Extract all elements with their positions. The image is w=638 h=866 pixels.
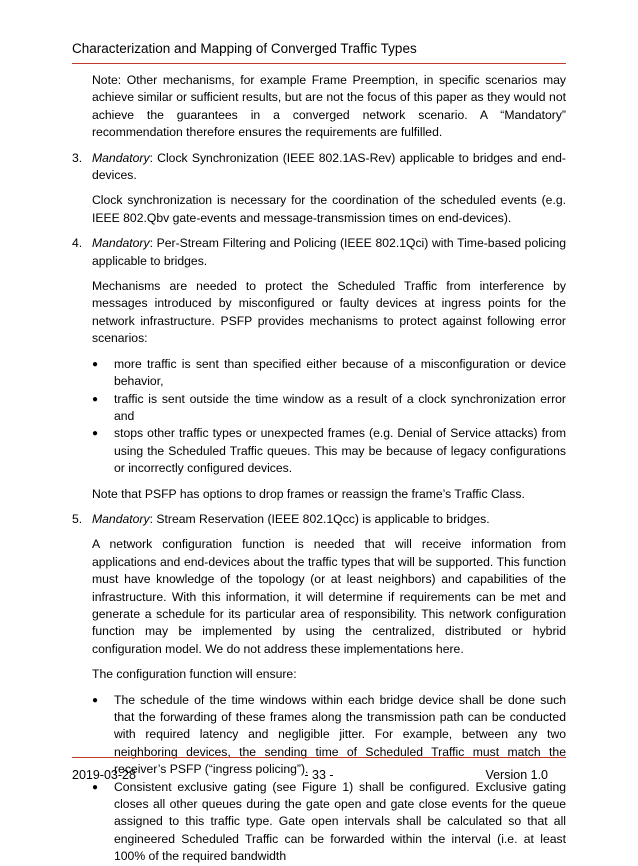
item-5-intro: The configuration function will ensure:: [92, 667, 297, 682]
header-rule: [72, 63, 566, 64]
item-number: 3.: [72, 150, 83, 165]
item-number: 4.: [72, 236, 83, 251]
bullet-text: stops other traffic types or unexpected frames (e.g. Denial of Service attacks) from using the Scheduled Traffic queues. This may be because of legacy configurations or incorrectly configured devices.: [114, 426, 566, 476]
item-description: : Stream Reservation (IEEE 802.1Qcc) is applicable to bridges.: [149, 511, 490, 526]
item-3-paragraph: Clock synchronization is necessary for the coordination of the scheduled events (e.g. IEEE 802.Qbv gate-events and message-transmission times on end-devices).: [92, 193, 566, 225]
item-4-paragraph: Mechanisms are needed to protect the Scheduled Traffic from interference by messages introduced by misconfigured or faulty devices at ingress points for the network infrastructure. PSFP provides mechanisms to protect against following error scenarios:: [92, 279, 566, 346]
item-text: [92, 235, 566, 270]
item-label: Mandatory: [92, 236, 150, 251]
item-description: : Clock Synchronization (IEEE 802.1AS-Rev) applicable to bridges and end-devices.: [92, 150, 566, 183]
bullet-icon: ●: [92, 694, 99, 706]
item-text: [92, 511, 566, 528]
bullet-item: [72, 779, 566, 866]
bullet-icon: ●: [92, 781, 99, 793]
footer-version: Version 1.0: [485, 768, 548, 782]
bullet-text: The schedule of the time windows within each bridge device shall be done such that the forwarding of these frames along the transmission path can be conducted with required latency and negligible jitter. For example, between any two neighboring devices, the sending time of Scheduled Traffic must match the receiver’s PSFP (“ingress policing”).: [114, 692, 566, 777]
item-text: [92, 150, 566, 185]
bullet-item: [72, 356, 566, 391]
bullet-icon: ●: [92, 428, 99, 440]
item-label: Mandatory: [92, 150, 150, 165]
numbered-item-3: [72, 150, 566, 185]
item-label: Mandatory: [92, 511, 150, 526]
item-number: 5.: [72, 511, 83, 526]
bullet-item: [72, 391, 566, 426]
numbered-item-4: [72, 235, 566, 270]
numbered-item-5: [72, 511, 566, 528]
bullet-icon: ●: [92, 358, 99, 370]
item-description: : Per-Stream Filtering and Policing (IEEE 802.1Qci) with Time-based policing applicable to bridges.: [92, 236, 566, 268]
bullet-icon: ●: [92, 393, 99, 405]
footer-page-number: - 33 -: [304, 768, 334, 782]
bullet-item: [72, 692, 566, 779]
note-paragraph: Note: Other mechanisms, for example Frame Preemption, in specific scenarios may achieve similar or sufficient results, but are not the focus of this paper as they would not achieve the guarantees in a converged network scenario. A “Mandatory” recommendation therefore ensures the requirements are fulfilled.: [92, 73, 566, 140]
bullet-text: traffic is sent outside the time window as a result of a clock synchronization error and: [114, 391, 566, 423]
item-5-paragraph: A network configuration function is needed that will receive information from applications and end-devices about the traffic types that will be supported. This function must have knowledge of the topology (or at least neighbors) and capabilities of the infrastructure. With this information, it will determine if requirements can be met and generate a schedule for its particular area of responsibility. This network configuration function may be implemented by using the centralized, distributed or hybrid configuration model. We do not address these implementations here.: [92, 537, 566, 656]
page-body: [72, 72, 566, 866]
footer-rule: [72, 757, 566, 758]
bullet-item: [72, 425, 566, 477]
footer-date: 2019-03-28: [72, 768, 136, 782]
bullet-text: more traffic is sent than specified either because of a misconfiguration or device behavior,: [114, 356, 566, 389]
item-4-note: Note that PSFP has options to drop frames or reassign the frame’s Traffic Class.: [92, 486, 525, 501]
bullet-text: Consistent exclusive gating (see Figure 1) shall be configured. Exclusive gating closes all other queues during the gate open and gate close events for the queue assigned to this traffic type. Gate open intervals shall be calculated so that all engineered Scheduled Traffic can be forwarded within the interval (i.e. at least 100% of the required bandwidth: [114, 779, 566, 864]
page-header-title: Characterization and Mapping of Converged Traffic Types: [72, 41, 417, 56]
